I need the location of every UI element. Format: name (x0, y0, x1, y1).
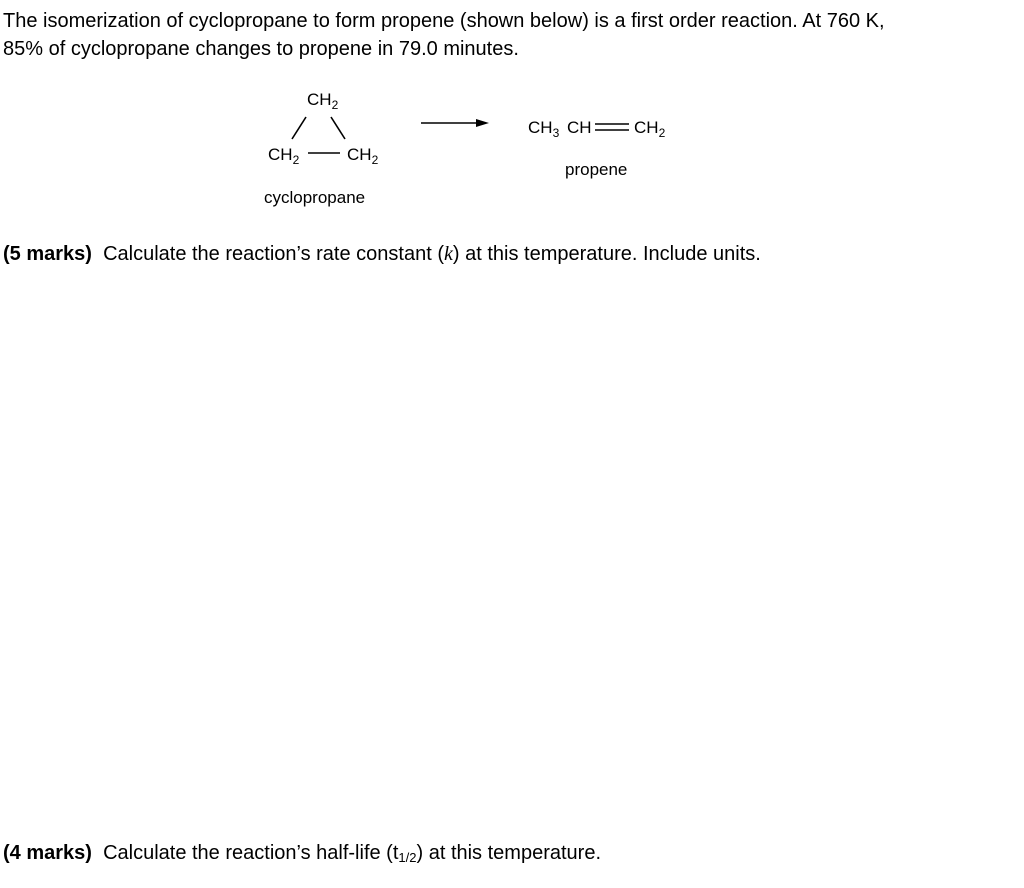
problem-statement-line-2: 85% of cyclopropane changes to propene in 79.0 minutes. (3, 38, 519, 60)
cyclopropane-top-ch2: $CH_2$ (307, 90, 339, 112)
question-1-text-before: Calculate the reaction’s rate constant ( (103, 243, 444, 265)
question-2-text-before: Calculate the reaction’s half-life (t (103, 842, 399, 864)
propene-ch: CH (567, 118, 592, 137)
rate-constant-symbol: k (444, 243, 453, 265)
problem-statement-line-1: The isomerization of cyclopropane to form propene (shown below) is a first order reaction. At 760 K, (3, 10, 885, 32)
question-1-marks: (5 marks) (3, 243, 92, 265)
propene-ch3: $CH_3$ (528, 118, 560, 140)
cyclopropane-left-bond (292, 117, 306, 139)
question-1-text-after: ) at this temperature. Include units. (452, 243, 761, 265)
question-2-marks: (4 marks) (3, 842, 92, 864)
cyclopropane-right-bond (331, 117, 345, 139)
cyclopropane-right-ch2: $CH_2$ (347, 145, 379, 167)
question-rate-constant (3, 241, 761, 267)
cyclopropane-caption: cyclopropane (264, 188, 366, 207)
cyclopropane-left-ch2: $CH_2$ (268, 145, 300, 167)
propene-caption: propene (565, 160, 628, 179)
propene-ch2: $CH_2$ (634, 118, 666, 140)
reaction-arrow-head (476, 119, 489, 127)
problem-statement (3, 7, 1013, 63)
question-half-life (3, 840, 601, 866)
question-2-text-after: ) at this temperature. (416, 842, 602, 864)
half-life-subscript: 1/2 (398, 850, 417, 865)
